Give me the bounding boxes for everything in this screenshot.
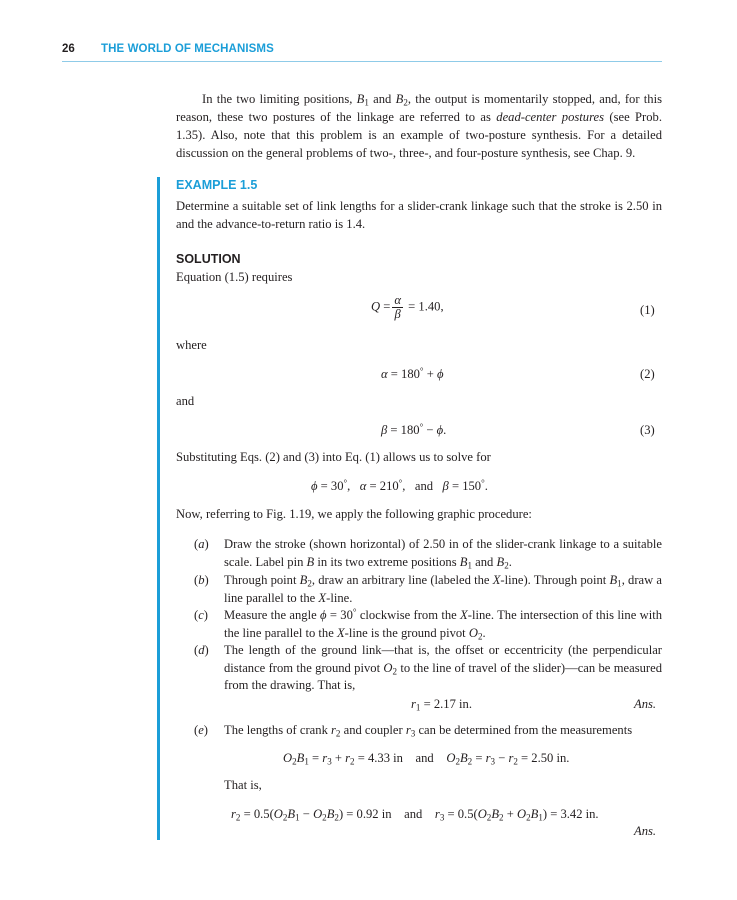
step-d: (d) The length of the ground link—that is, the offset or eccentricity (the perpendicular distance from the ground pivot $O_2$ to the line of travel of the slider)—can be measured from the drawing. That is,	[194, 643, 662, 692]
step-marker: (d)	[194, 643, 209, 657]
step-c: (c) Measure the angle ϕ = 30° clockwise from the X-line. The intersection of this line with the line parallel to the X-line is the ground pivot $O_2$.	[194, 606, 662, 642]
step-e: (e) The lengths of crank $r_2$ and coupler $r_3$ can be determined from the measurements	[194, 723, 633, 739]
intro-paragraph: In the two limiting positions, $B_1$ and $B_2$, the output is momentarily stopped, and, for this reason, these two postures of the linkage are referred to as dead-center postures (see Prob. 1.35). Also, note that this problem is an example of two-posture synthesis. For a detailed discussion on the general problems of two-, three-, and four-posture synthesis, see Chap. 9.	[176, 92, 663, 160]
example-heading: EXAMPLE 1.5	[176, 178, 258, 192]
page-number: 26	[62, 43, 75, 55]
example-accent-bar	[157, 177, 160, 840]
solved-values: ϕ = 30°, α = 210°, and β = 150°.	[311, 477, 488, 493]
solution-heading: SOLUTION	[176, 252, 241, 266]
equation-1-number: (1)	[640, 303, 655, 317]
final-answer-label: Ans.	[634, 824, 657, 838]
header-rule	[62, 61, 662, 62]
dead-center-term: dead-center postures	[496, 110, 605, 124]
step-marker: (e)	[194, 723, 208, 737]
equation-3: β = 180° − ϕ.	[381, 421, 447, 437]
where-text: where	[176, 338, 207, 352]
that-is-text: That is,	[224, 778, 262, 792]
step-marker: (b)	[194, 573, 209, 587]
equation-2-number: (2)	[640, 367, 655, 381]
procedure-steps	[194, 536, 662, 694]
substituting-text: Substituting Eqs. (2) and (3) into Eq. (1) allows us to solve for	[176, 450, 491, 464]
example-statement: Determine a suitable set of link lengths for a slider-crank linkage such that the stroke is 2.50 in and the advance-to-return ratio is 1.4.	[176, 199, 662, 231]
step-a: (a) Draw the stroke (shown horizontal) of 2.50 in of the slider-crank linkage to a suitable scale. Label pin B in its two extreme positions $B_1$ and $B_2$.	[194, 537, 662, 571]
equation-3-number: (3)	[640, 423, 655, 437]
and-text: and	[176, 394, 195, 408]
r1-result: $r_1 = 2.17$ in.	[411, 697, 472, 713]
referring-text: Now, referring to Fig. 1.19, we apply the following graphic procedure:	[176, 507, 532, 521]
final-result-equation: $r_2 = 0.5(O_2B_1 - O_2B_2) = 0.92$ in and $r_3 = 0.5(O_2B_2 + O_2B_1) = 3.42$ in.	[231, 807, 599, 823]
step-marker: (a)	[194, 537, 209, 551]
step-b: (b) Through point $B_2$, draw an arbitrary line (labeled the X-line). Through point $B_1$, draw a line parallel to the X-line.	[194, 573, 662, 605]
equation-2: α = 180° + ϕ	[381, 365, 444, 381]
measurements-equation: $O_2B_1 = r_3 + r_2 = 4.33$ in and $O_2B_2 = r_3 - r_2 = 2.50$ in.	[283, 751, 570, 767]
running-title: THE WORLD OF MECHANISMS	[101, 43, 274, 55]
step-marker: (c)	[194, 608, 208, 622]
requires-text: Equation (1.5) requires	[176, 270, 293, 284]
equation-1: Q = $\frac{\alpha}{\beta}$ = 1.40,	[371, 293, 444, 321]
r1-answer-label: Ans.	[634, 697, 657, 711]
